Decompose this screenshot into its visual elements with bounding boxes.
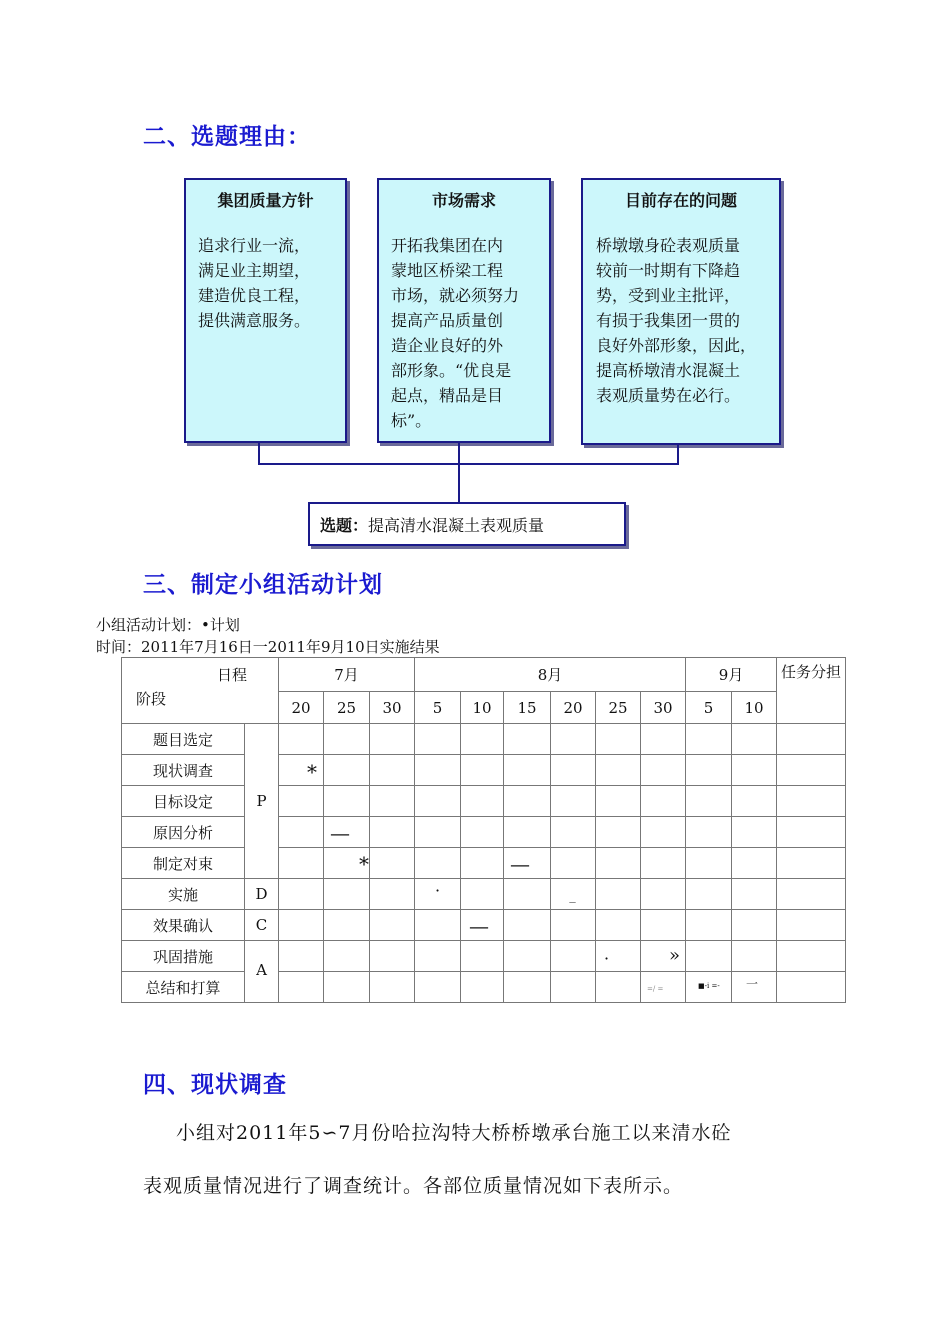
task-cell: 效果确认 xyxy=(122,910,245,941)
plan-label: 小组活动计划：•计划 xyxy=(96,616,240,634)
section4-heading: 四、现状调查 xyxy=(143,1072,287,1098)
task-cell: 总结和打算 xyxy=(122,972,245,1003)
task-cell: 现状调查 xyxy=(122,755,245,786)
policy-box xyxy=(184,178,347,443)
policy-box-title: 集团质量方针 xyxy=(217,191,314,210)
problem-box-body: 桥墩墩身砼表观质量 较前一时期有下降趋 势，受到业主批评， 有损于我集团一贯的 良好外部形象，因此， 提高桥墩清水混凝土 表观质量势在必行。 xyxy=(596,236,757,405)
mark-arrow: » xyxy=(669,945,681,966)
topic-box xyxy=(308,502,626,546)
month-aug: 8月 xyxy=(415,658,686,692)
day-cell: 20 xyxy=(279,692,324,724)
task-cell: 目标设定 xyxy=(122,786,245,817)
task-cell: 巩固措施 xyxy=(122,941,245,972)
connector-horizontal xyxy=(258,463,679,465)
month-jul: 7月 xyxy=(279,658,415,692)
day-cell: 25 xyxy=(596,692,641,724)
day-cell: 30 xyxy=(641,692,686,724)
month-sep: 9月 xyxy=(686,658,777,692)
day-cell: 30 xyxy=(370,692,415,724)
problem-box xyxy=(581,178,781,445)
header-task: 任务分担 xyxy=(777,658,846,724)
task-cell: 题目选定 xyxy=(122,724,245,755)
day-cell: 5 xyxy=(415,692,461,724)
market-box xyxy=(377,178,551,443)
connector-left xyxy=(258,443,260,465)
header-corner xyxy=(122,658,279,724)
mark-small: — xyxy=(569,898,576,906)
problem-box-title: 目前存在的问题 xyxy=(624,191,737,210)
day-cell: 20 xyxy=(551,692,596,724)
mark-dash: — xyxy=(469,914,489,938)
task-cell: 制定对束 xyxy=(122,848,245,879)
connector-right xyxy=(677,445,679,465)
mark-small: ■-i =- xyxy=(698,982,720,990)
mark-asterisk: * xyxy=(307,760,317,784)
day-cell: 15 xyxy=(504,692,551,724)
task-cell: 实施 xyxy=(122,879,245,910)
day-cell: 10 xyxy=(732,692,777,724)
topic-label: 选题： xyxy=(320,516,369,535)
day-cell: 5 xyxy=(686,692,732,724)
section3-heading: 三、制定小组活动计划 xyxy=(143,572,383,598)
header-schedule: 日程 xyxy=(217,666,248,684)
mark-dash: — xyxy=(510,852,530,876)
phase-cell: D xyxy=(245,879,279,910)
phase-cell: P xyxy=(245,724,279,879)
task-cell: 原因分析 xyxy=(122,817,245,848)
day-cell: 25 xyxy=(324,692,370,724)
mark-dot: · xyxy=(604,949,610,968)
mark-asterisk: * xyxy=(359,852,369,876)
time-line: 时间：2011年7月16日一2011年9月10日实施结果 xyxy=(96,638,440,656)
section2-heading: 二、选题理由： xyxy=(143,124,311,150)
market-box-body: 开拓我集团在内 蒙地区桥梁工程 市场，就必须努力 提高产品质量创 造企业良好的外 部形象。“优良是 起点，精品是目 标”。 xyxy=(391,236,520,430)
topic-text: 提高清水混凝土表观质量 xyxy=(368,516,545,535)
mark-dot: · xyxy=(435,881,441,900)
phase-cell: C xyxy=(245,910,279,941)
day-cell: 10 xyxy=(461,692,504,724)
connector-center xyxy=(458,443,460,502)
policy-box-body: 追求行业一流， 满足业主期望， 建造优良工程， 提供满意服务。 xyxy=(198,236,311,330)
mark-small: =/ = xyxy=(647,985,664,993)
mark-dash: — xyxy=(330,821,350,845)
market-box-title: 市场需求 xyxy=(431,191,496,210)
survey-paragraph-line2: 表观质量情况进行了调查统计。各部位质量情况如下表所示。 xyxy=(143,1175,684,1197)
survey-paragraph-line1: 小组对2011年5∽7月份哈拉沟特大桥桥墩承台施工以来清水砼 xyxy=(176,1122,732,1144)
plan-table xyxy=(121,657,846,1003)
mark-small: 一 xyxy=(746,977,759,991)
header-stage: 阶段 xyxy=(136,690,167,708)
phase-cell: A xyxy=(245,941,279,1003)
